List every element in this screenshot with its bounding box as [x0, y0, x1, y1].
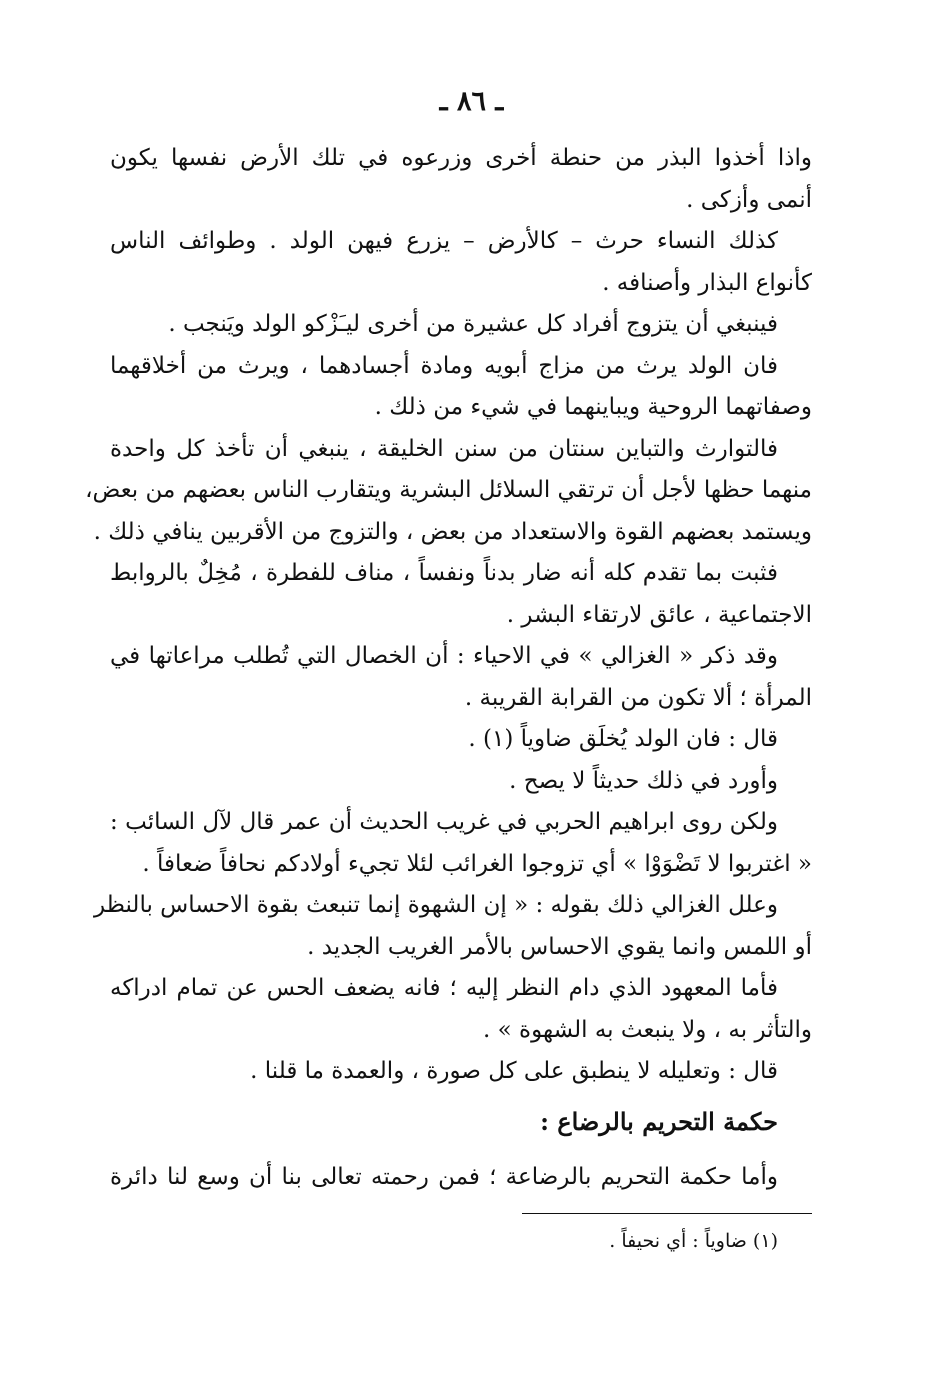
- text-line: المرأة ؛ ألا تكون من القرابة القريبة .: [464, 684, 812, 711]
- text-line: فأما المعهود الذي دام النظر إليه ؛ فانه يضعف الحس عن تمام ادراكه: [110, 975, 778, 1001]
- text-line: وأما حكمة التحريم بالرضاعة ؛ فمن رحمته تعالى بنا أن وسع لنا دائرة: [110, 1163, 778, 1190]
- text-line: منهما حظها لأجل أن ترتقي السلائل البشرية ويتقارب الناس بعضهم من بعض،: [85, 477, 812, 503]
- text-line: أنمى وأزكى .: [686, 186, 812, 213]
- text-line: واذا أخذوا البذر من حنطة أخرى وزرعوه في تلك الأرض نفسها يكون: [110, 145, 812, 171]
- footnote: [110, 1226, 812, 1256]
- page-number: ـ ٨٦ ـ: [439, 86, 504, 117]
- section-heading: حكمة التحريم بالرضاع :: [540, 1106, 778, 1136]
- text-line: ويستمد بعضهم القوة والاستعداد من بعض ، والتزوج من الأقربين ينافي ذلك .: [93, 518, 812, 545]
- footnote-text: (١) ضاوياً : أي نحيفاً .: [609, 1230, 778, 1252]
- text-line: والتأثر به ، ولا ينبعث به الشهوة » .: [483, 1016, 812, 1043]
- text-line: وصفاتهما الروحية ويباينهما في شيء من ذلك .: [374, 394, 812, 420]
- text-line: فثبت بما تقدم كله أنه ضار بدناً ونفساً ، مناف للفطرة ، مُخِلٌ بالروابط: [110, 560, 778, 586]
- text-line: فان الولد يرث من مزاج أبويه ومادة أجسادهما ، ويرث من أخلاقهما: [110, 352, 778, 379]
- text-line: أو اللمس وانما يقوي الاحساس بالأمر الغريب الجديد .: [307, 933, 812, 960]
- text-line: كذلك النساء حرث – كالأرض – يزرع فيهن الولد . وطوائف الناس: [110, 228, 778, 254]
- body-text: [85, 138, 812, 1198]
- text-line: كأنواع البذار وأصنافه .: [602, 269, 812, 296]
- text-line: قال : فان الولد يُخلَق ضاوياً (١) .: [468, 726, 778, 752]
- text-line: ولكن روى ابراهيم الحربي في غريب الحديث أن عمر قال لآل السائب :: [110, 809, 778, 835]
- text-line: وقد ذكر « الغزالي » في الاحياء : أن الخصال التي تُطلب مراعاتها في: [110, 643, 778, 669]
- footnote-rule: [522, 1213, 812, 1214]
- text-line: فينبغي أن يتزوج أفراد كل عشيرة من أخرى ليـَزْكو الولد ويَنجب .: [168, 311, 778, 337]
- text-line: وعلل الغزالي ذلك بقوله : « إن الشهوة إنما تنبعث بقوة الاحساس بالنظر: [93, 892, 778, 918]
- text-line: قال : وتعليله لا ينطبق على كل صورة ، والعمدة ما قلنا .: [250, 1058, 778, 1084]
- text-line: وأورد في ذلك حديثاً لا يصح .: [509, 767, 778, 794]
- text-line: الاجتماعية ، عائق لارتقاء البشر .: [506, 601, 812, 628]
- text-line: فالتوارث والتباين سنتان من سنن الخليقة ، ينبغي أن تأخذ كل واحدة: [110, 435, 778, 462]
- text-line: « اغتربوا لا تَضْوَوْا » أي تزوجوا الغرائب لئلا تجيء أولادكم نحافاً ضعافاً .: [142, 850, 812, 877]
